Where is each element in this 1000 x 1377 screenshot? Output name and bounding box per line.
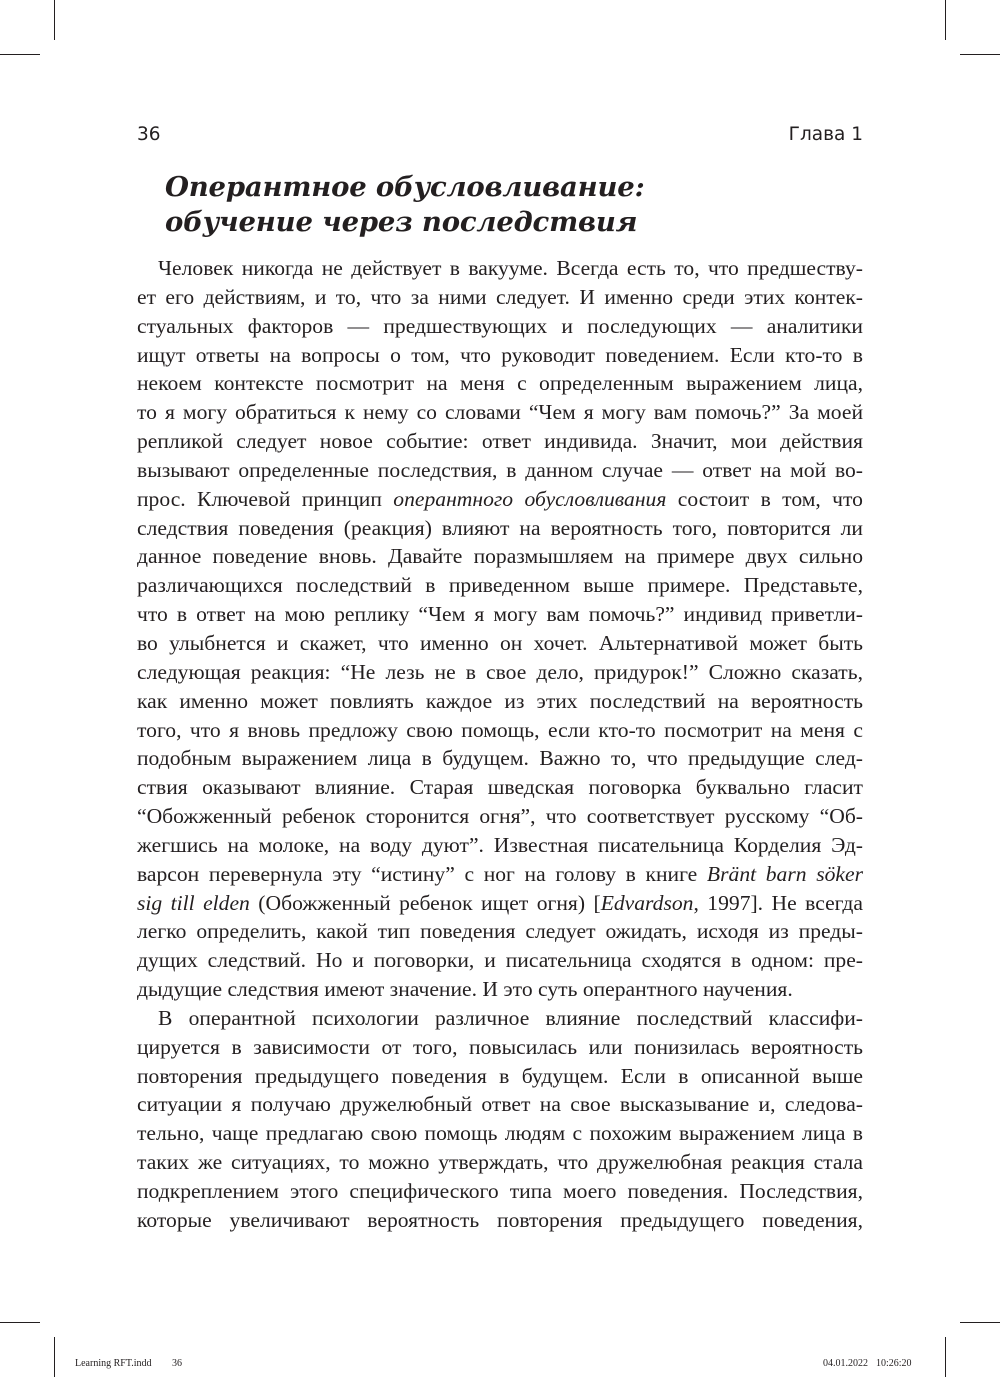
text-line [137, 1148, 863, 1177]
text-line [137, 312, 863, 341]
page-number: 36 [137, 124, 161, 145]
text-line [137, 283, 863, 312]
slug-page-number: 36 [172, 1358, 182, 1369]
running-head [137, 124, 863, 154]
text-run: репликой следует новое событие: ответ индивида. Значит, мои действия [137, 429, 863, 454]
text-run: ищут ответы на вопросы о том, что руководит поведением. Если кто-то в [137, 342, 863, 367]
text-run: В оперантной психологии различное влияние последствий классифи- [158, 1005, 863, 1030]
text-line [137, 687, 863, 716]
slug-time: 10:26:20 [876, 1358, 912, 1369]
text-run: подкреплением этого специфического типа моего поведения. Последствия, [137, 1179, 863, 1203]
crop-mark-top-right [945, 0, 946, 40]
text-run: во улыбнется и скажет, что именно он хочет. Альтернативой может быть [137, 630, 863, 655]
text-line [137, 917, 863, 946]
text-line [137, 456, 863, 485]
text-run: данное поведение вновь. Давайте поразмышляем на примере двух сильно [137, 544, 863, 569]
text-run: ет его действиям, и то, что за ними следует. И именно среди этих контек- [137, 284, 863, 309]
section-heading-line: обучение через последствия [165, 206, 638, 238]
text-run: повторения предыдущего поведения в будущем. Если в описанной выше [137, 1063, 863, 1088]
text-line [137, 427, 863, 456]
text-run: (Обожженный ребенок ищет огня) [ [249, 890, 601, 915]
text-line [137, 1062, 863, 1091]
text-line [137, 1206, 863, 1235]
italic-run: sig till elden [137, 890, 250, 915]
text-run: следствия поведения (реакция) влияют на вероятность того, повторится ли [137, 515, 863, 540]
text-line [137, 1177, 863, 1206]
text-run: стуальных факторов — предшествующих и последующих — аналитики [137, 313, 863, 338]
text-line [137, 716, 863, 745]
text-run: того, что я вновь предложу свою помощь, если кто-то посмотрит на меня с [137, 717, 863, 742]
text-run: состоит в том, что [666, 486, 863, 511]
crop-mark-left-bottom [0, 1322, 40, 1323]
text-run: Человек никогда не действует в вакууме. Всегда есть то, что предшеству- [158, 256, 863, 280]
paragraph [137, 1004, 863, 1235]
text-line [137, 773, 863, 802]
text-line [137, 485, 863, 514]
text-line [137, 860, 863, 889]
text-run: , 1997]. Не всегда [693, 890, 864, 915]
body-text [137, 254, 863, 1235]
italic-run: Bränt barn söker [706, 861, 863, 886]
text-run: дыдущие следствия имеют значение. И это суть оперантного научения. [137, 977, 793, 1002]
text-line [137, 369, 863, 398]
text-line [137, 744, 863, 773]
text-run: некоем контексте посмотрит на меня с определенным выражением лица, [137, 371, 863, 396]
text-run: различающихся последствий в приведенном выше примере. Представьте, [137, 573, 863, 598]
text-line [137, 398, 863, 427]
crop-mark-right-bottom [960, 1322, 1000, 1323]
text-line [137, 802, 863, 831]
section-heading-line: Оперантное обусловливание: [165, 171, 645, 203]
slug-file-name: Learning RFT.indd [75, 1358, 152, 1369]
text-run: то я могу обратиться к нему со словами “Чем я могу вам помочь?” За моей [137, 400, 863, 425]
text-run: “Обожженный ребенок сторонится огня”, что соответствует русскому “Об- [137, 804, 863, 829]
text-run: цируется в зависимости от того, повысилась или понизилась вероятность [137, 1034, 863, 1059]
text-run: которые увеличивают вероятность повторения предыдущего поведения, [137, 1207, 863, 1232]
crop-mark-left-top [0, 54, 40, 55]
text-run: как именно может повлиять каждое из этих последствий на вероятность [137, 688, 863, 713]
italic-run: Edvardson [600, 890, 694, 915]
text-run: ситуации я получаю дружелюбный ответ на свое высказывание и, следова- [137, 1092, 863, 1117]
text-run: дущих следствий. Но и поговорки, и писательница сходятся в одном: пре- [137, 948, 863, 973]
text-line [137, 341, 863, 370]
text-line [137, 600, 863, 629]
chapter-title: Глава 1 [788, 124, 863, 145]
text-line [137, 1090, 863, 1119]
text-line [137, 542, 863, 571]
crop-mark-top-left [54, 0, 55, 40]
crop-mark-bottom-right [945, 1337, 946, 1377]
slug-date: 04.01.2022 [823, 1358, 868, 1369]
text-line [137, 658, 863, 687]
text-line [137, 571, 863, 600]
section-heading [165, 170, 865, 240]
crop-mark-bottom-left [54, 1337, 55, 1377]
text-run: таких же ситуациях, то можно утверждать, что дружелюбная реакция стала [137, 1150, 863, 1175]
text-run: жегшись на молоке, на воду дуют”. Известная писательница Корделия Эд- [137, 832, 863, 857]
text-run: прос. Ключевой принцип [137, 486, 394, 511]
text-run: что в ответ на мою реплику “Чем я могу вам помочь?” индивид приветли- [137, 602, 863, 627]
text-run: подобным выражением лица в будущем. Важно то, что предыдущие след- [137, 746, 863, 771]
text-line [137, 514, 863, 543]
text-line [137, 1004, 863, 1033]
text-line [137, 254, 863, 283]
italic-run: оперантного обусловливания [393, 486, 667, 511]
text-line [137, 946, 863, 975]
text-run: ствия оказывают влияние. Старая шведская поговорка буквально гласит [137, 775, 863, 800]
text-run: тельно, чаще предлагаю свою помощь людям с похожим выражением лица в [137, 1121, 863, 1146]
paragraph [137, 254, 863, 1004]
text-run: вызывают определенные последствия, в данном случае — ответ на мой во- [137, 457, 863, 482]
text-line [137, 629, 863, 658]
text-run: легко определить, какой тип поведения следует ожидать, исходя из преды- [137, 919, 863, 944]
text-line [137, 889, 863, 918]
text-line [137, 1119, 863, 1148]
text-run: варсон перевернула эту “истину” с ног на голову в книге [137, 861, 707, 886]
text-run: следующая реакция: “Не лезь не в свое дело, придурок!” Сложно сказать, [137, 659, 863, 684]
text-line [137, 975, 863, 1004]
text-line [137, 831, 863, 860]
crop-mark-right-top [960, 54, 1000, 55]
text-line [137, 1033, 863, 1062]
